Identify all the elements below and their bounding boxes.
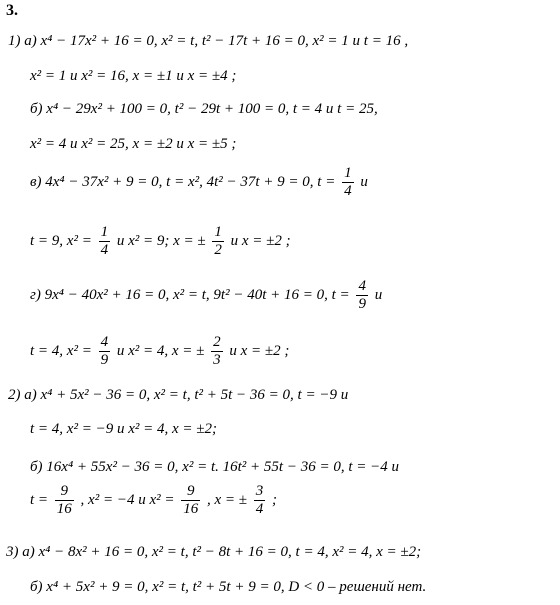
fraction	[55, 483, 74, 518]
line-2a: 2) а) x⁴ + 5x² − 36 = 0, x² = t, t² + 5t − 36 = 0, t = −9 и	[8, 387, 349, 403]
numerator: 3	[255, 483, 264, 500]
text: и x² = 9; x = ±	[116, 233, 206, 249]
denominator: 4	[255, 501, 264, 518]
and-word: и	[360, 174, 368, 190]
text: t = 4, x² =	[30, 343, 92, 359]
line-1v-text: в) 4x⁴ − 37x² + 9 = 0, t = x², 4t² − 37t + 9 = 0, t =	[30, 174, 336, 190]
numerator: 1	[100, 224, 109, 241]
text: t = 9, x² =	[30, 233, 92, 249]
line-1g	[30, 276, 382, 314]
line-3b: б) x⁴ + 5x² + 9 = 0, x² = t, t² + 5t + 9 = 0, D < 0 – решений нет.	[30, 579, 427, 595]
line-1a-solution: x² = 1 и x² = 16, x = ±1 и x = ±4 ;	[30, 68, 237, 84]
numerator: 1	[214, 224, 222, 241]
line-1g-solution	[30, 332, 289, 370]
text: , x² = −4 и x² =	[80, 492, 175, 508]
fraction	[181, 483, 200, 518]
text: , x = ±	[206, 492, 247, 508]
numerator: 9	[181, 483, 200, 501]
line-2b-solution	[30, 481, 277, 519]
denominator: 9	[358, 296, 366, 313]
text: t =	[30, 492, 49, 508]
denominator: 3	[213, 352, 221, 369]
text: и x² = 4, x = ±	[116, 343, 205, 359]
fraction	[99, 224, 111, 259]
denominator: 2	[214, 242, 222, 259]
line-2a-solution: t = 4, x² = −9 и x² = 4, x = ±2;	[30, 421, 217, 437]
line-1v-solution	[30, 222, 291, 260]
fraction	[212, 224, 224, 259]
fraction	[356, 278, 368, 313]
fraction	[254, 483, 266, 518]
numerator: 9	[55, 483, 74, 501]
denominator: 9	[100, 352, 109, 369]
denominator: 4	[344, 183, 352, 200]
fraction	[99, 334, 111, 369]
line-1v	[30, 163, 368, 201]
line-1b-solution: x² = 4 и x² = 25, x = ±2 и x = ±5 ;	[30, 136, 237, 152]
numerator: 2	[213, 334, 221, 351]
fraction	[342, 165, 354, 200]
text: и x = ±2 ;	[230, 233, 291, 249]
and-word: и	[374, 287, 383, 303]
line-1b: б) x⁴ − 29x² + 100 = 0, t² − 29t + 100 = 0, t = 4 и t = 25,	[30, 101, 378, 117]
denominator: 16	[183, 501, 199, 518]
fraction	[211, 334, 223, 369]
denominator: 4	[100, 242, 109, 259]
text: ;	[272, 492, 277, 508]
line-1g-text: г) 9x⁴ − 40x² + 16 = 0, x² = t, 9t² − 40t + 16 = 0, t =	[30, 287, 350, 303]
denominator: 16	[56, 501, 72, 518]
line-2b: б) 16x⁴ + 55x² − 36 = 0, x² = t. 16t² + 55t − 36 = 0, t = −4 и	[30, 459, 399, 475]
numerator: 4	[100, 334, 109, 351]
numerator: 1	[344, 165, 352, 182]
problem-number: 3.	[6, 2, 18, 19]
text: и x = ±2 ;	[229, 343, 290, 359]
line-3a: 3) а) x⁴ − 8x² + 16 = 0, x² = t, t² − 8t + 16 = 0, t = 4, x² = 4, x = ±2;	[6, 544, 422, 560]
numerator: 4	[358, 278, 366, 295]
line-1a: 1) а) x⁴ − 17x² + 16 = 0, x² = t, t² − 17t + 16 = 0, x² = 1 и t = 16 ,	[8, 33, 409, 49]
